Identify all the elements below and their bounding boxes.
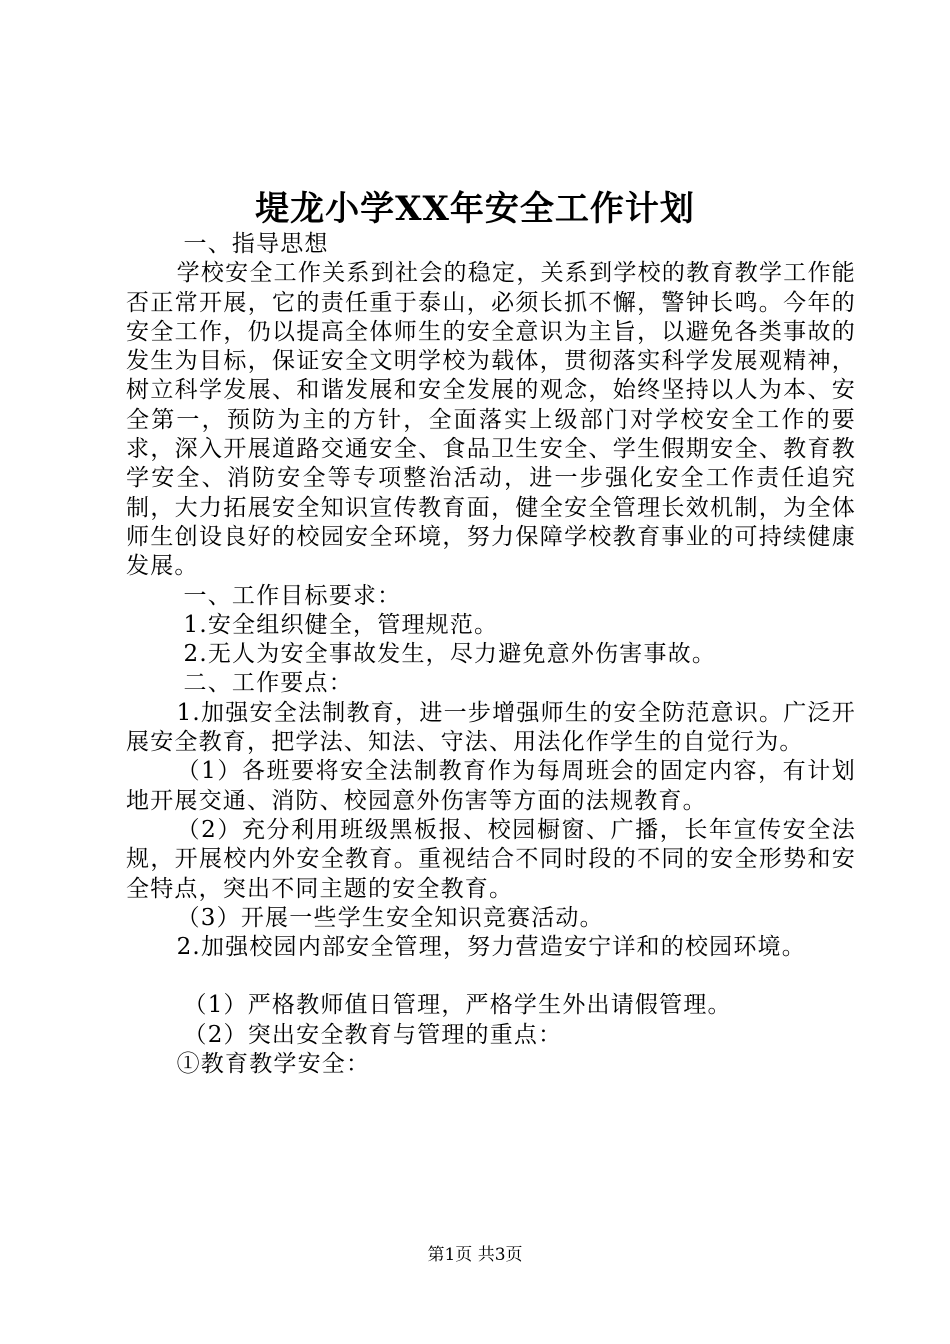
key-point-2-sub-1: （1）严格教师值日管理，严格学生外出请假管理。 [183,992,732,1019]
document-title: 堤龙小学XX年安全工作计划 [255,189,695,229]
section-heading-guiding-ideology: 一、指导思想 [183,231,329,257]
document-body [126,230,856,1079]
key-point-1: 1.加强安全法制教育，进一步增强师生的安全防范意识。广泛开展安全教育，把学法、知法、守法、用法化作学生的自觉行为。 [126,699,856,756]
goal-item-2: 2.无人为安全事故发生，尽力避免意外伤害事故。 [183,641,717,668]
key-point-1-sub-2: （2）充分利用班级黑板报、校园橱窗、广播，长年宣传安全法规，开展校内外安全教育。重视结合不同时段的不同的安全形势和安全特点，突出不同主题的安全教育。 [126,816,856,902]
key-point-1-sub-3: （3）开展一些学生安全知识竞赛活动。 [176,904,604,931]
page-number-footer: 第1页 共3页 [427,1245,523,1265]
paragraph-guiding-ideology: 学校安全工作关系到社会的稳定，关系到学校的教育教学工作能否正常开展，它的责任重于泰山，必须长抓不懈，警钟长鸣。今年的安全工作，仍以提高全体师生的安全意识为主旨，以避免各类事故的发生为目标，保证安全文明学校为载体，贯彻落实科学发展观精神，树立科学发展、和谐发展和安全发展的观念，始终坚持以人为本、安全第一，预防为主的方针，全面落实上级部门对学校安全工作的要求，深入开展道路交通安全、食品卫生安全、学生假期安全、教育教学安全、消防安全等专项整治活动，进一步强化安全工作责任追究制，大力拓展安全知识宣传教育面，健全安全管理长效机制，为全体师生创设良好的校园安全环境，努力保障学校教育事业的可持续健康发展。 [126,260,856,580]
key-point-2: 2.加强校园内部安全管理，努力营造安宁详和的校园环境。 [176,934,806,961]
section-heading-key-points: 二、工作要点： [183,670,353,697]
goal-item-1: 1.安全组织健全，管理规范。 [183,611,499,638]
key-point-2-sub-2-item-1: ①教育教学安全： [176,1051,371,1078]
section-heading-goals: 一、工作目标要求： [183,582,402,609]
paragraph-gap [126,962,856,991]
key-point-2-sub-2: （2）突出安全教育与管理的重点： [183,1021,563,1048]
key-point-1-sub-1: （1）各班要将安全法制教育作为每周班会的固定内容，有计划地开展交通、消防、校园意外伤害等方面的法规教育。 [126,758,856,814]
